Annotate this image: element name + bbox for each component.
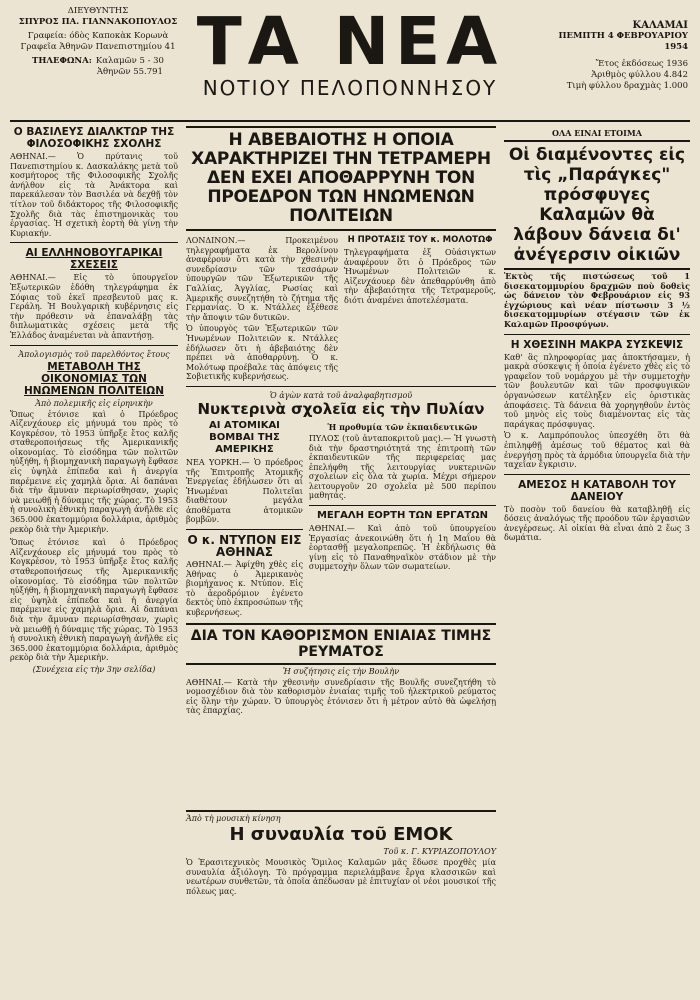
- continued-note: (Συνέχεια εἰς τὴν 3ην σελίδα): [32, 664, 156, 674]
- masthead-subtitle: ΝΟΤΙΟΥ ΠΕΛΟΠΟΝΝΗΣΟΥ: [202, 76, 498, 100]
- kicker-review: Ἀπολογισμὸς τοῦ παρελθόντος ἔτους: [18, 349, 170, 359]
- article-loan: Τὸ ποσὸν τοῦ δανείου θὰ καταβληθῇ εἰς δόσεις ἀναλόγως τῆς προόδου τῶν ἐργασιῶν ἀνεγέρσεως. Αἱ οἰκίαι θὰ εἶναι ἀπὸ 2 ἕως 3 δωμάτια.: [504, 504, 690, 543]
- headline-king-doctor: Ο ΒΑΣΙΛΕΥΣ ΔΙΑΛΚΤΩΡ ΤΗΣ ΦΙΛΟΣΟΦΙΚΗΣ ΣΧΟΛΗΣ: [13, 126, 175, 150]
- refugee-headline-box: [504, 140, 690, 270]
- article-power-price: ΑΘΗΝΑΙ.— Κατὰ τὴν χθεσινὴν συνεδρίασιν τῆς Βουλῆς συνεζητήθη τὸ νομοσχέδιον διὰ τὸν καθορισμὸν ἑνιαίας τιμῆς τοῦ ἠλεκτρικοῦ ρεύματος εἰς ὅλην τὴν χώραν. Ὁ ὑπουργὸς ἐτόνισεν ὅτι ἡ μέτρον αὐτὸ θὰ ὠφελήσῃ τὰς ἐπαρχίας.: [186, 677, 496, 716]
- headline-greek-bulgarian: ΑΙ ΕΛΛΗΝΟΒΟΥΓΑΡΙΚΑΙ ΣΧΕΣΕΙΣ: [25, 247, 163, 272]
- masthead-title: ΤΑ ΝΕΑ: [196, 3, 504, 80]
- article-atomic: ΝΕΑ ΥΟΡΚΗ.— Ὁ πρόεδρος τῆς Ἐπιτροπῆς Ἀτομικῆς Ἐνεργείας ἐδήλωσεν ὅτι αἱ Ἡνωμέναι Πολιτεῖαι διαθέτουν μεγάλα ἀποθέματα ἀτομικῶν βομβῶν.: [186, 457, 303, 525]
- column-right: [504, 126, 690, 543]
- article-lead-part1: ΛΟΝΔΙΝΟΝ.— Προκειμένου τηλεγραφήματα ἐκ Βερολίνου ἀναφέρουν ὅτι κατὰ τὴν χθεσινὴν συνεδρίασιν τῶν τεσσάρων ὑπουργῶν τῶν Ἐξωτερικῶν τῆς Γαλλίας, Ἀγγλίας, Ρωσίας καὶ Ἀμερικῆς συνεζητήθη τὸ ζήτημα τῆς Γερμανίας. Ὁ κ. Ντάλλες ἐξέθεσε τὴν ἄποψιν τῶν δυτικῶν.: [186, 236, 338, 322]
- phones-label: ΤΗΛΕΦΩΝΑ:: [32, 56, 92, 66]
- kicker-all-ready: ΟΛΑ ΕΙΝΑΙ ΕΤΟΙΜΑ: [552, 128, 642, 138]
- music-section: [186, 810, 496, 896]
- issue-number: Ἀριθμὸς φύλλου 4.842: [591, 70, 688, 80]
- issue-date: ΠΕΜΠΤΗ 4 ΦΕΒΡΟΥΑΡΙΟΥ 1954: [558, 31, 688, 52]
- office-address-2: Γραφεῖα Ἀθηνῶν Πανεπιστημίου 41: [20, 42, 176, 52]
- music-byline: Τοῦ κ. Γ. ΚΥΡΙΑΖΟΠΟΥΛΟΥ: [383, 847, 496, 856]
- director-label: ΔΙΕΥΘΥΝΤΗΣ: [67, 6, 129, 16]
- power-headline-box: [186, 623, 496, 665]
- header-rule: [10, 120, 690, 122]
- headline-emok-concert: Η συναυλία τοῦ ΕΜΟΚ: [229, 824, 453, 845]
- phone-kalamai: Καλαμῶν 5 - 30: [95, 56, 164, 66]
- office-address-1: Γραφεία: όδὸς Καποκὰκ Κορωνὰ: [27, 31, 169, 41]
- article-night-schools: ΠΥΛΟΣ (τοῦ ἀνταποκριτοῦ μας).— Ἡ γνωστὴ διὰ τὴν δραστηριότητά της ἐπιτροπὴ τῶν ἐκπαιδευτικῶν τῆς περιφερείας μας ἐπελήφθη τῆς λειτουργίας νυκτερινῶν σχολείων εἰς ὅλα τὰ χωρία. Μέχρι σήμερον λειτουργοῦν 20 σχολεῖα μὲ 500 περίπου μαθητάς.: [308, 433, 496, 501]
- kicker-music: Ἀπὸ τὴ μουσικὴ κίνηση: [186, 814, 281, 823]
- year-established: Ἔτος ἐκδόσεως 1936: [595, 59, 688, 69]
- divider: [309, 505, 496, 506]
- headline-night-schools: Νυκτερινὰ σχολεῖα εἰς τὴν Πυλίαν: [197, 399, 485, 418]
- article-meeting-extra: Ὁ κ. Λαμπρόπουλος ὑπεσχέθη ὅτι θὰ ἐπιληφθῇ ἀμέσως τοῦ θέματος καὶ θὰ ἐνεργήσῃ πρὸς τὰ ἁρμόδια ὑπουργεῖα διὰ τὴν ταχεῖαν ἔγκρισιν.: [504, 431, 690, 470]
- divider: [10, 242, 178, 243]
- masthead-left-info: [12, 6, 184, 78]
- city: ΚΑΛΑΜΑΙ: [632, 20, 688, 31]
- divider: [186, 529, 303, 530]
- issue-price: Τιμὴ φύλλου δραχμὰς 1.000: [566, 81, 688, 91]
- headline-atomic: ΑΙ ΑΤΟΜΙΚΑΙ ΒΟΜΒΑΙ ΤΗΣ ΑΜΕΡΙΚΗΣ: [209, 419, 280, 455]
- article-greek-bulgarian: ΑΘΗΝΑΙ.— Εἰς τὸ ὑπουργεῖον Ἐξωτερικῶν ἐδόθη τηλεγράφημα ἐκ Σόφιας τοῦ ἐκεῖ πρεσβευτοῦ μας κ. Γεράλη. Ἡ Βουλγαρικὴ κυβέρνησις εἰς τὴν πρόθεσιν νὰ ἐπαναλάβῃ τὰς διπλωματικὰς σχέσεις μετὰ τῆς Ἑλλάδος ἀναμένεται νὰ ἀπαντήσῃ.: [10, 273, 178, 340]
- headline-loan: ΑΜΕΣΟΣ Η ΚΑΤΑΒΟΛΗ ΤΟΥ ΔΑΝΕΙΟΥ: [518, 478, 676, 503]
- article-workers: ΑΘΗΝΑΙ.— Καὶ ἀπὸ τοῦ ὑπουργείου Ἐργασίας ἀνεκοινώθη ὅτι ἡ 1η Μαΐου θὰ ἑορτασθῇ μεγαλοπρεπῶς. Ἡ ἐκδήλωσις θὰ γίνῃ εἰς τὸ Παναθηναϊκὸν στάδιον μὲ τὴν συμμετοχὴν ὅλων τῶν σωματείων.: [308, 524, 496, 572]
- article-us-economy-extra: Ὅπως ἐτόνισε καὶ ὁ Πρόεδρος Αἰζενχάουερ εἰς μήνυμά του πρὸς τὸ Κογκρέσον, τὸ 1953 ὑπῆρξε ἔτος καλῆς σταθεροποιήσεως τῆς Ἀμερικανικῆς οἰκονομίας. Τὸ εἰσόδημα τῶν πολιτῶν ηὐξήθη, ἡ βιομηχανικὴ παραγωγὴ ἔφθασε εἰς ὑψηλὰ ἐπίπεδα καὶ ἡ ἀνεργία παρέμεινε εἰς χαμηλὰ ὅρια. Αἱ δαπάναι διὰ τὴν ἄμυναν περιωρίσθησαν, χωρὶς νὰ μειωθῇ ἡ δύναμις τῆς χώρας. Τὸ 1953 ἡ συνολικὴ ἐθνικὴ παραγωγὴ ἀνῆλθε εἰς 365.000 ἑκατομμύρια δολλάρια, ἀριθμὸς ρεκὸρ διὰ τὴν Ἀμερικὴν.: [10, 538, 178, 663]
- phone-athens: Ἀθηνῶν 55.791: [96, 67, 163, 77]
- article-king-doctor: ΑΘΗΝΑΙ.— Ὁ πρύτανις τοῦ Πανεπιστημίου κ. Δασκαλάκης μετὰ τοῦ κοσμήτορος τῆς Φιλοσοφικῆς Σχολῆς ἀνήλθον εἰς τὰ Ἀνάκτορα καὶ παρεκάλεσαν τὸν Βασιλέα νὰ δεχθῇ τὸν τίτλον τοῦ διδάκτορος τῆς Φιλοσοφικῆς Σχολῆς διὰ τὰς ἐπιστημονικὰς του ἐργασίας. Ἡ σχετικὴ ἑορτὴ θὰ γίνῃ τὴν Κυριακήν.: [10, 152, 178, 238]
- masthead-right-info: [538, 6, 688, 92]
- kicker-illiteracy: Ὁ ἀγὼν κατὰ τοῦ ἀναλφαβητισμοῦ: [269, 390, 413, 400]
- subhead-power: Ἡ συζήτησις εἰς τὴν Βουλὴν: [282, 666, 400, 676]
- divider: [10, 345, 178, 346]
- headline-power-price: ΔΙΑ ΤΟΝ ΚΑΘΟΡΙΣΜΟΝ ΕΝΙΑΙΑΣ ΤΙΜΗΣ ΡΕΥΜΑΤΟΣ: [190, 627, 492, 660]
- subhead-night-schools: Ἡ προθυμία τῶν ἐκπαιδευτικῶν: [327, 421, 478, 432]
- article-refugees-intro: Ἐκτὸς τῆς πιστώσεως τοῦ 1 δισεκατομμυρίου δραχμῶν ποὺ δοθεὶς ὡς δάνειον τὸν Φεβρουάριον εἰς 93 ἐγχώριους καὶ νέαν πίστωσιν 3 ½ δισεκατομμυρίων στέγασιν τῶν ἐκ Καλαμῶν Προσφύγων.: [504, 271, 690, 329]
- headline-us-economy: ΜΕΤΑΒΟΛΗ ΤΗΣ ΟΙΚΟΝΟΜΙΑΣ ΤΩΝ ΗΝΩΜΕΝΩΝ ΠΟΛΙΤΕΙΩΝ: [24, 360, 164, 397]
- headline-lead: Η ΑΒΕΒΑΙΟΤΗΣ Η ΟΠΟΙΑ ΧΑΡΑΚΤΗΡΙΖΕΙ ΤΗΝ ΤΕΤΡΑΜΕΡΗ ΔΕΝ ΕΧΕΙ ΑΠΟΘΑΡΡΥΝΗ ΤΟΝ ΠΡΟΕΔΡΟΝ ΤΩΝ ΗΝΩΜΕΝΩΝ ΠΟΛΙΤΕΙΩΝ: [191, 130, 491, 226]
- divider: [504, 474, 690, 475]
- lead-headline-box: [186, 126, 496, 231]
- headline-ntypon: Ο κ. ΝΤΥΠΟΝ ΕΙΣ ΑΘΗΝΑΣ: [187, 533, 302, 560]
- subhead-us-economy: Ἀπὸ πολεμικῆς εἰς εἰρηνικὴν: [35, 398, 153, 408]
- headline-meeting: Η ΧΘΕΣΙΝΗ ΜΑΚΡΑ ΣΥΣΚΕΨΙΣ: [510, 338, 684, 351]
- headline-molotov: Η ΠΡΟΤΑΣΙΣ ΤΟΥ κ. ΜΟΛΟΤΩΦ: [347, 235, 493, 245]
- director-name: ΣΠΥΡΟΣ ΠΑ. ΓΙΑΝΝΑΚΟΠΟΥΛΟΣ: [18, 17, 178, 27]
- article-ntypon: ΑΘΗΝΑΙ.— Ἀφίχθη χθὲς εἰς Ἀθήνας ὁ Ἀμερικανὸς βιομήχανος κ. Ντύπον. Εἰς τὸ ἀεροδρόμιον ἐγένετο δεκτὸς ὑπὸ ἐκπροσώπων τῆς κυβερνήσεως.: [186, 560, 303, 618]
- column-left: [10, 126, 178, 676]
- headline-refugees: Οἱ διαμένοντες εἰς τὶς „Παράγκες" πρόσφυγες Καλαμῶν θὰ λάβουν δάνεια δι' ἀνέγερσιν οἰκιῶν: [508, 145, 686, 265]
- article-meeting: Καθ' ἃς πληροφορίας μας ἀποκτήσαμεν, ἡ μακρὰ σύσκεψις ἡ ὁποία ἐγένετο χθὲς εἰς τὸ γραφεῖον τοῦ νομάρχου μὲ τὴν συμμετοχὴν τῶν βουλευτῶν καὶ τῶν προσφυγικῶν ὀργανώσεων κατέληξεν εἰς ὁριστικὰς ἀποφάσεις. Τὰ δάνεια θὰ χορηγηθοῦν ἐντὸς τοῦ μηνὸς εἰς τοὺς διαμένοντας εἰς τὰς παράγκας πρόσφυγας.: [504, 352, 690, 429]
- divider: [504, 334, 690, 335]
- article-emok-concert: Ὁ Ἐρασιτεχνικὸς Μουσικὸς Ὅμιλος Καλαμῶν μᾶς ἔδωσε προχθὲς μία συναυλία ἀξιόλογη. Τὸ πρόγραμμα περιελάμβανε ἔργα κλασσικῶν καὶ νεωτέρων συνθετῶν, τὰ ὁποῖα ἀπέδωσαν μὲ ἐπιτυχίαν οἱ νέοι μουσικοί τῆς πόλεως μας.: [186, 858, 496, 896]
- music-rule: [186, 810, 496, 812]
- article-molotov: Τηλεγραφήματα ἐξ Οὐάσιγκτων ἀναφέρουν ὅτι ὁ Πρόεδρος τῶν Ἡνωμένων Πολιτειῶν κ. Αἰζενχάουερ δὲν ἀπεθαρρύνθη ἀπὸ τὴν ἀβεβαιότητα τῆς Τετραμεροῦς, διότι ἀναμένει ἀποτελέσματα.: [344, 248, 496, 305]
- divider: [186, 386, 496, 387]
- headline-workers: ΜΕΓΑΛΗ ΕΟΡΤΗ ΤΩΝ ΕΡΓΑΤΩΝ: [316, 510, 488, 522]
- article-lead-part2: Ὁ ὑπουργὸς τῶν Ἐξωτερικῶν τῶν Ἡνωμένων Πολιτειῶν κ. Ντάλλες ἐδήλωσεν ὅτι ἡ ἀβεβαιότης δὲν πρέπει νὰ ἀποθαρρύνῃ. Ὁ κ. Μολότωφ προέβαλε τὰς ἀπόψεις τῆς Σοβιετικῆς κυβερνήσεως.: [186, 324, 338, 382]
- article-us-economy: Ὅπως ἐτόνισε καὶ ὁ Πρόεδρος Αἰζενχάουερ εἰς μήνυμά του πρὸς τὸ Κογκρέσον, τὸ 1953 ὑπῆρξε ἔτος καλῆς σταθεροποιήσεως τῆς Ἀμερικανικῆς οἰκονομίας. Τὸ εἰσόδημα τῶν πολιτῶν ηὐξήθη, ἡ βιομηχανικὴ παραγωγὴ ἔφθασε εἰς ὑψηλὰ ἐπίπεδα καὶ ἡ ἀνεργία παρέμεινε εἰς χαμηλὰ ὅρια. Αἱ δαπάναι διὰ τὴν ἄμυναν περιωρίσθησαν, χωρὶς νὰ μειωθῇ ἡ δύναμις τῆς χώρας. Τὸ 1953 ἡ συνολικὴ ἐθνικὴ παραγωγὴ ἀνῆλθε εἰς 365.000 ἑκατομμύρια δολλάρια, ἀριθμὸς ρεκὸρ διὰ τὴν Ἀμερικὴν.: [10, 409, 178, 534]
- masthead: [190, 3, 510, 100]
- column-center: [186, 126, 496, 716]
